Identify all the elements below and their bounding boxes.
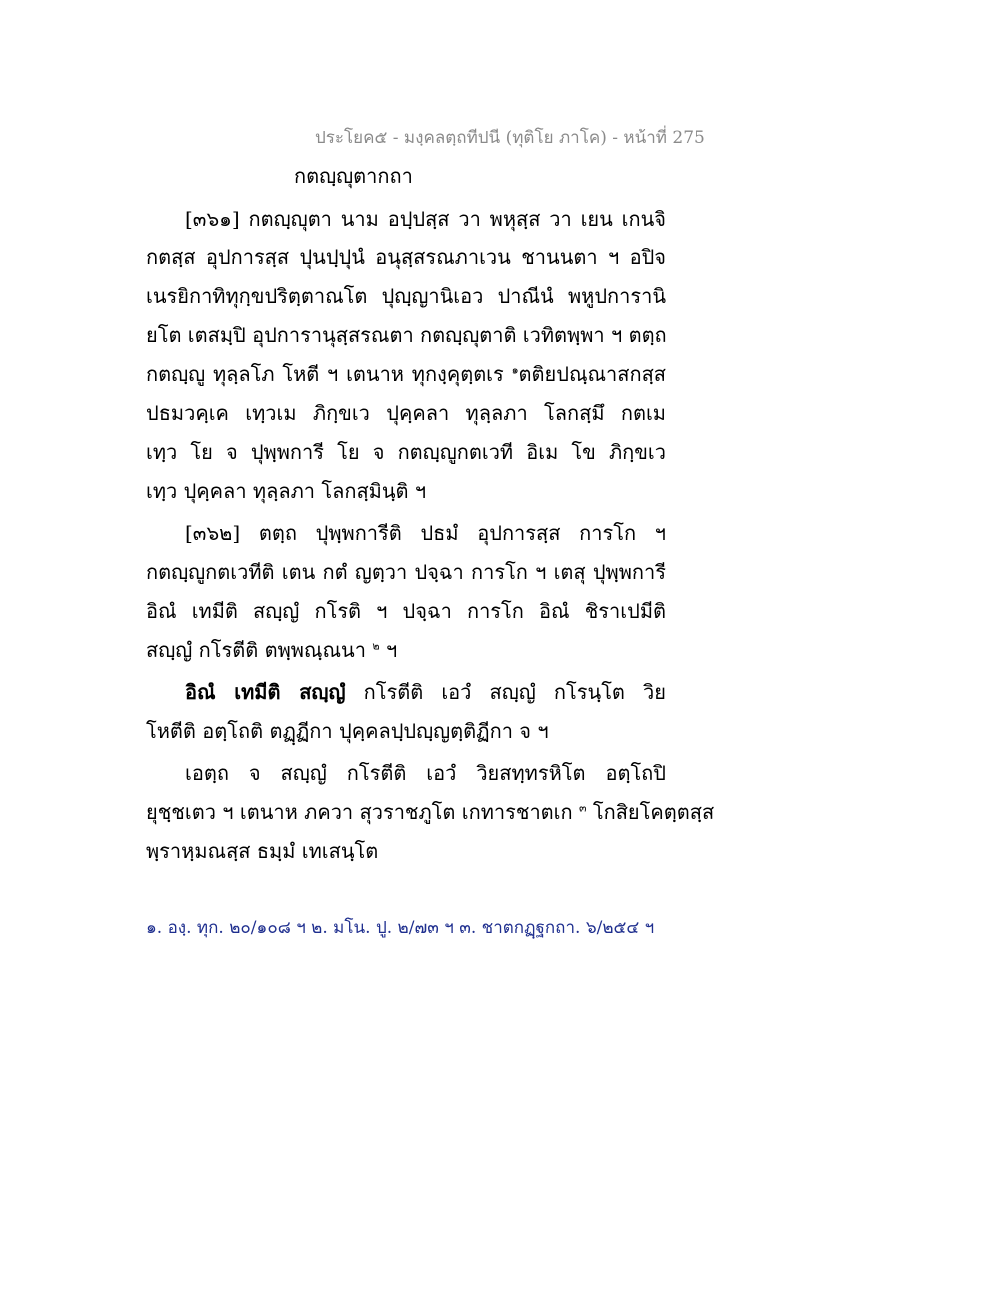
paragraph-line	[146, 796, 715, 828]
paragraph-line	[146, 835, 666, 867]
line-text: เทฺว โย จ ปุพฺพการี โย จ กตญฺญูกตเวที อิเม โข ภิกฺขเว	[146, 440, 666, 464]
bold-phrase: อิณํ เทมีติ สญฺญํ	[185, 680, 346, 704]
line-text: อิณํ เทมีติ สญฺญํ กโรติ ฯ ปจฺฉา การโก อิณํ ชิราเปมีติ	[146, 599, 666, 623]
line-text: กตญฺญู ทุลฺลโภ โหตี ฯ เตนาห ทุกงฺคุตฺตเร	[146, 362, 504, 386]
line-text: โหตีติ อตฺโถติ ตฏฺฏีกา ปุคฺคลปฺปญฺญตฺติฏีกา จ ฯ	[146, 719, 549, 743]
line-text-tail: ตติยปณฺณาสกสฺส	[518, 362, 667, 386]
paragraph-line	[146, 634, 666, 666]
paragraph-line	[185, 203, 666, 235]
paragraph-line	[146, 358, 666, 390]
line-text: กตญฺญูกตเวทีติ เตน กตํ ญตฺวา ปจฺฉา การโก ฯ เตสุ ปุพฺพการี	[146, 560, 666, 584]
footnotes: ๑. องฺ. ทุก. ๒๐/๑๐๘ ฯ ๒. มโน. ปู. ๒/๗๓ ฯ ๓. ชาตกฏฺฐกถา. ๖/๒๕๔ ฯ	[146, 918, 655, 938]
line-text-tail: ฯ	[385, 638, 398, 662]
line-text: พฺราหฺมณสฺส ธมฺมํ เทเสนฺโต	[146, 839, 379, 863]
line-text: เนรยิกาทิทุกฺขปริตฺตาณโต ปุญฺญานิเอว ปาณีนํ พหูปการานิ	[146, 284, 666, 308]
line-text-tail: กโรตีติ เอวํ สญฺญํ กโรนฺโต วิย	[363, 680, 666, 704]
paragraph-line	[146, 319, 666, 351]
paragraph-line	[185, 757, 666, 789]
paragraph-line	[146, 715, 666, 747]
line-text: เอตฺถ จ สญฺญํ กโรตีติ เอวํ วิยสทฺทรหิโต อตฺโถปิ	[185, 761, 666, 785]
line-text: เทฺว ปุคฺคลา ทุลฺลภา โลกสฺมินฺติ ฯ	[146, 479, 427, 503]
footnote-ref-1: ๑	[511, 363, 519, 377]
paragraph-line	[146, 556, 666, 588]
line-text: [๓๖๒] ตตฺถ ปุพฺพการีติ ปธมํ อุปการสฺส การโก ฯ	[185, 521, 666, 545]
footnote-ref-3: ๓	[578, 801, 587, 815]
line-text: กตสฺส อุปการสฺส ปุนปฺปุนํ อนุสฺสรณภาเวน ชานนตา ฯ อปิจ	[146, 245, 666, 269]
section-title: กตญฺญุตากถา	[294, 164, 413, 188]
footnote-ref-2: ๒	[372, 639, 380, 653]
paragraph-line	[146, 280, 666, 312]
paragraph-line	[146, 436, 666, 468]
line-text-tail: โกสิยโคตฺตสฺส	[592, 800, 715, 824]
line-text: สญฺญํ กโรตีติ ตพฺพณฺณนา	[146, 638, 366, 662]
paragraph-line	[146, 397, 666, 429]
paragraph-line	[146, 475, 666, 507]
paragraph-line	[185, 676, 666, 708]
line-text: ปธมวคฺเค เทฺวเม ภิกฺขเว ปุคฺคลา ทุลฺลภา โลกสฺมึ กตเม	[146, 401, 666, 425]
line-text: ยุชฺชเตว ฯ เตนาห ภควา สุวราชภูโต เกทารชาตเก	[146, 800, 573, 824]
line-text: [๓๖๑] กตญฺญุตา นาม อปฺปสฺส วา พหุสฺส วา เยน เกนจิ	[185, 207, 666, 231]
line-text: ยโต เตสมฺปิ อุปการานุสฺสรณตา กตญฺญุตาติ เวทิตพฺพา ฯ ตตฺถ	[146, 323, 667, 347]
paragraph-line	[185, 517, 666, 549]
paragraph-line	[146, 595, 666, 627]
paragraph-line	[146, 241, 666, 273]
page-header: ประโยค๕ - มงฺคลตฺถทีปนี (ทุติโย ภาโค) - หน้าที่ 275	[315, 128, 705, 148]
